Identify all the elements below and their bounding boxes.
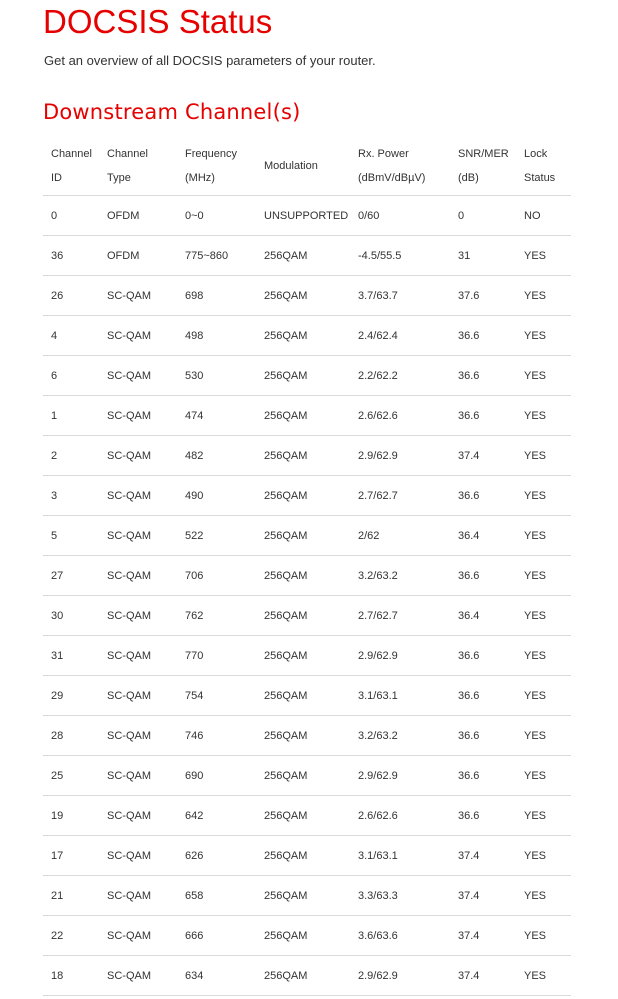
cell-frequency: 474 — [177, 396, 256, 436]
cell-channel-type: SC-QAM — [99, 596, 177, 636]
cell-snr-mer: 36.6 — [450, 756, 516, 796]
cell-channel-id: 30 — [43, 596, 99, 636]
cell-lock-status: YES — [516, 476, 571, 516]
cell-modulation: 256QAM — [256, 236, 350, 276]
cell-lock-status: YES — [516, 796, 571, 836]
cell-modulation: UNSUPPORTED — [256, 196, 350, 236]
cell-frequency: 706 — [177, 556, 256, 596]
cell-rx-power: 3.7/63.7 — [350, 276, 450, 316]
cell-channel-id: 26 — [43, 276, 99, 316]
cell-frequency: 770 — [177, 636, 256, 676]
cell-channel-type: SC-QAM — [99, 916, 177, 956]
cell-snr-mer: 36.6 — [450, 356, 516, 396]
table-body — [43, 196, 571, 996]
downstream-section-title: Downstream Channel(s) — [43, 100, 301, 124]
cell-modulation: 256QAM — [256, 356, 350, 396]
cell-snr-mer: 36.6 — [450, 796, 516, 836]
cell-channel-type: SC-QAM — [99, 796, 177, 836]
cell-channel-id: 4 — [43, 316, 99, 356]
cell-channel-id: 1 — [43, 396, 99, 436]
column-header-line: SNR/MER — [458, 147, 509, 160]
cell-channel-id: 31 — [43, 636, 99, 676]
cell-lock-status: YES — [516, 436, 571, 476]
cell-channel-type: SC-QAM — [99, 476, 177, 516]
cell-channel-type: SC-QAM — [99, 716, 177, 756]
cell-channel-type: SC-QAM — [99, 356, 177, 396]
cell-channel-id: 18 — [43, 956, 99, 996]
cell-snr-mer: 36.6 — [450, 556, 516, 596]
column-header-line: Lock — [524, 147, 548, 160]
cell-frequency: 690 — [177, 756, 256, 796]
table-row — [43, 916, 571, 956]
cell-frequency: 698 — [177, 276, 256, 316]
cell-lock-status: YES — [516, 876, 571, 916]
cell-modulation: 256QAM — [256, 916, 350, 956]
cell-rx-power: 2.9/62.9 — [350, 636, 450, 676]
cell-modulation: 256QAM — [256, 956, 350, 996]
cell-rx-power: 3.3/63.3 — [350, 876, 450, 916]
cell-lock-status: YES — [516, 676, 571, 716]
cell-lock-status: NO — [516, 196, 571, 236]
column-header-snr-mer — [450, 136, 516, 196]
cell-snr-mer: 31 — [450, 236, 516, 276]
cell-lock-status: YES — [516, 396, 571, 436]
table-row — [43, 876, 571, 916]
column-header-modulation — [256, 136, 350, 196]
cell-frequency: 666 — [177, 916, 256, 956]
cell-channel-id: 28 — [43, 716, 99, 756]
table-row — [43, 676, 571, 716]
column-header-line: (MHz) — [185, 171, 215, 184]
cell-modulation: 256QAM — [256, 836, 350, 876]
column-header-line: Type — [107, 171, 131, 184]
column-header-channel-type — [99, 136, 177, 196]
cell-frequency: 746 — [177, 716, 256, 756]
cell-channel-id: 36 — [43, 236, 99, 276]
table-row — [43, 356, 571, 396]
cell-rx-power: 2.9/62.9 — [350, 436, 450, 476]
cell-rx-power: 2.6/62.6 — [350, 396, 450, 436]
cell-lock-status: YES — [516, 516, 571, 556]
column-header-line: Channel — [107, 147, 148, 160]
cell-channel-type: SC-QAM — [99, 396, 177, 436]
cell-lock-status: YES — [516, 556, 571, 596]
cell-snr-mer: 37.4 — [450, 956, 516, 996]
cell-snr-mer: 36.4 — [450, 596, 516, 636]
cell-rx-power: 2.2/62.2 — [350, 356, 450, 396]
cell-channel-type: SC-QAM — [99, 636, 177, 676]
cell-channel-id: 3 — [43, 476, 99, 516]
cell-modulation: 256QAM — [256, 876, 350, 916]
cell-modulation: 256QAM — [256, 636, 350, 676]
cell-modulation: 256QAM — [256, 396, 350, 436]
cell-frequency: 498 — [177, 316, 256, 356]
column-header-line: Status — [524, 171, 556, 184]
cell-snr-mer: 0 — [450, 196, 516, 236]
cell-channel-id: 27 — [43, 556, 99, 596]
cell-channel-type: OFDM — [99, 196, 177, 236]
table-row — [43, 476, 571, 516]
table-row — [43, 956, 571, 996]
cell-snr-mer: 36.4 — [450, 516, 516, 556]
cell-channel-type: SC-QAM — [99, 836, 177, 876]
table-row — [43, 716, 571, 756]
cell-snr-mer: 36.6 — [450, 716, 516, 756]
table-row — [43, 796, 571, 836]
cell-rx-power: 2.4/62.4 — [350, 316, 450, 356]
cell-lock-status: YES — [516, 596, 571, 636]
cell-rx-power: 3.6/63.6 — [350, 916, 450, 956]
cell-snr-mer: 36.6 — [450, 396, 516, 436]
column-header-frequency — [177, 136, 256, 196]
cell-snr-mer: 36.6 — [450, 316, 516, 356]
column-header-line: Modulation — [264, 159, 318, 172]
cell-channel-type: SC-QAM — [99, 276, 177, 316]
cell-channel-id: 0 — [43, 196, 99, 236]
cell-lock-status: YES — [516, 916, 571, 956]
column-header-line: Frequency — [185, 147, 237, 160]
page-title: DOCSIS Status — [43, 3, 273, 40]
cell-frequency: 522 — [177, 516, 256, 556]
cell-frequency: 530 — [177, 356, 256, 396]
table-row — [43, 596, 571, 636]
cell-rx-power: 3.2/63.2 — [350, 556, 450, 596]
column-header-line: Channel — [51, 147, 92, 160]
cell-channel-id: 22 — [43, 916, 99, 956]
cell-channel-id: 2 — [43, 436, 99, 476]
column-header-lock-status — [516, 136, 571, 196]
table-row — [43, 436, 571, 476]
cell-modulation: 256QAM — [256, 796, 350, 836]
column-header-line: (dB) — [458, 171, 479, 184]
cell-rx-power: 2.9/62.9 — [350, 756, 450, 796]
column-header-line: (dBmV/dBµV) — [358, 171, 426, 184]
downstream-channels-table — [43, 136, 571, 996]
cell-rx-power: -4.5/55.5 — [350, 236, 450, 276]
cell-modulation: 256QAM — [256, 716, 350, 756]
cell-rx-power: 2.7/62.7 — [350, 596, 450, 636]
cell-snr-mer: 37.6 — [450, 276, 516, 316]
cell-frequency: 658 — [177, 876, 256, 916]
cell-frequency: 0~0 — [177, 196, 256, 236]
cell-snr-mer: 36.6 — [450, 636, 516, 676]
cell-channel-id: 5 — [43, 516, 99, 556]
cell-channel-type: SC-QAM — [99, 516, 177, 556]
table-row — [43, 236, 571, 276]
cell-rx-power: 3.1/63.1 — [350, 676, 450, 716]
cell-lock-status: YES — [516, 756, 571, 796]
cell-lock-status: YES — [516, 276, 571, 316]
cell-lock-status: YES — [516, 836, 571, 876]
cell-snr-mer: 37.4 — [450, 436, 516, 476]
cell-rx-power: 2.6/62.6 — [350, 796, 450, 836]
cell-frequency: 762 — [177, 596, 256, 636]
cell-modulation: 256QAM — [256, 676, 350, 716]
cell-modulation: 256QAM — [256, 436, 350, 476]
cell-rx-power: 2.9/62.9 — [350, 956, 450, 996]
cell-channel-id: 6 — [43, 356, 99, 396]
cell-rx-power: 3.2/63.2 — [350, 716, 450, 756]
cell-snr-mer: 37.4 — [450, 916, 516, 956]
cell-channel-type: SC-QAM — [99, 436, 177, 476]
cell-frequency: 775~860 — [177, 236, 256, 276]
table-row — [43, 756, 571, 796]
cell-channel-id: 19 — [43, 796, 99, 836]
cell-lock-status: YES — [516, 636, 571, 676]
cell-rx-power: 0/60 — [350, 196, 450, 236]
table-header — [43, 136, 571, 196]
cell-lock-status: YES — [516, 316, 571, 356]
table-row — [43, 316, 571, 356]
cell-modulation: 256QAM — [256, 756, 350, 796]
cell-lock-status: YES — [516, 236, 571, 276]
cell-channel-id: 25 — [43, 756, 99, 796]
cell-lock-status: YES — [516, 716, 571, 756]
cell-modulation: 256QAM — [256, 516, 350, 556]
cell-modulation: 256QAM — [256, 596, 350, 636]
table-header-row — [43, 136, 571, 196]
cell-channel-type: OFDM — [99, 236, 177, 276]
cell-channel-type: SC-QAM — [99, 316, 177, 356]
table-row — [43, 396, 571, 436]
table-row — [43, 556, 571, 596]
cell-channel-id: 21 — [43, 876, 99, 916]
cell-snr-mer: 37.4 — [450, 836, 516, 876]
table-row — [43, 196, 571, 236]
column-header-line: ID — [51, 171, 62, 184]
cell-modulation: 256QAM — [256, 316, 350, 356]
cell-snr-mer: 37.4 — [450, 876, 516, 916]
column-header-rx-power — [350, 136, 450, 196]
table-row — [43, 836, 571, 876]
cell-channel-type: SC-QAM — [99, 556, 177, 596]
column-header-line: Rx. Power — [358, 147, 409, 160]
cell-frequency: 626 — [177, 836, 256, 876]
cell-channel-id: 29 — [43, 676, 99, 716]
cell-modulation: 256QAM — [256, 476, 350, 516]
cell-snr-mer: 36.6 — [450, 476, 516, 516]
column-header-channel-id — [43, 136, 99, 196]
cell-modulation: 256QAM — [256, 276, 350, 316]
table-row — [43, 516, 571, 556]
table-row — [43, 276, 571, 316]
table-row — [43, 636, 571, 676]
cell-rx-power: 3.1/63.1 — [350, 836, 450, 876]
cell-snr-mer: 36.6 — [450, 676, 516, 716]
cell-channel-type: SC-QAM — [99, 676, 177, 716]
cell-channel-type: SC-QAM — [99, 756, 177, 796]
cell-channel-id: 17 — [43, 836, 99, 876]
page-subtitle: Get an overview of all DOCSIS parameters of your router. — [44, 53, 376, 68]
cell-frequency: 642 — [177, 796, 256, 836]
cell-rx-power: 2/62 — [350, 516, 450, 556]
cell-frequency: 490 — [177, 476, 256, 516]
cell-channel-type: SC-QAM — [99, 956, 177, 996]
cell-channel-type: SC-QAM — [99, 876, 177, 916]
cell-frequency: 482 — [177, 436, 256, 476]
cell-frequency: 634 — [177, 956, 256, 996]
cell-frequency: 754 — [177, 676, 256, 716]
cell-lock-status: YES — [516, 356, 571, 396]
cell-modulation: 256QAM — [256, 556, 350, 596]
cell-lock-status: YES — [516, 956, 571, 996]
cell-rx-power: 2.7/62.7 — [350, 476, 450, 516]
